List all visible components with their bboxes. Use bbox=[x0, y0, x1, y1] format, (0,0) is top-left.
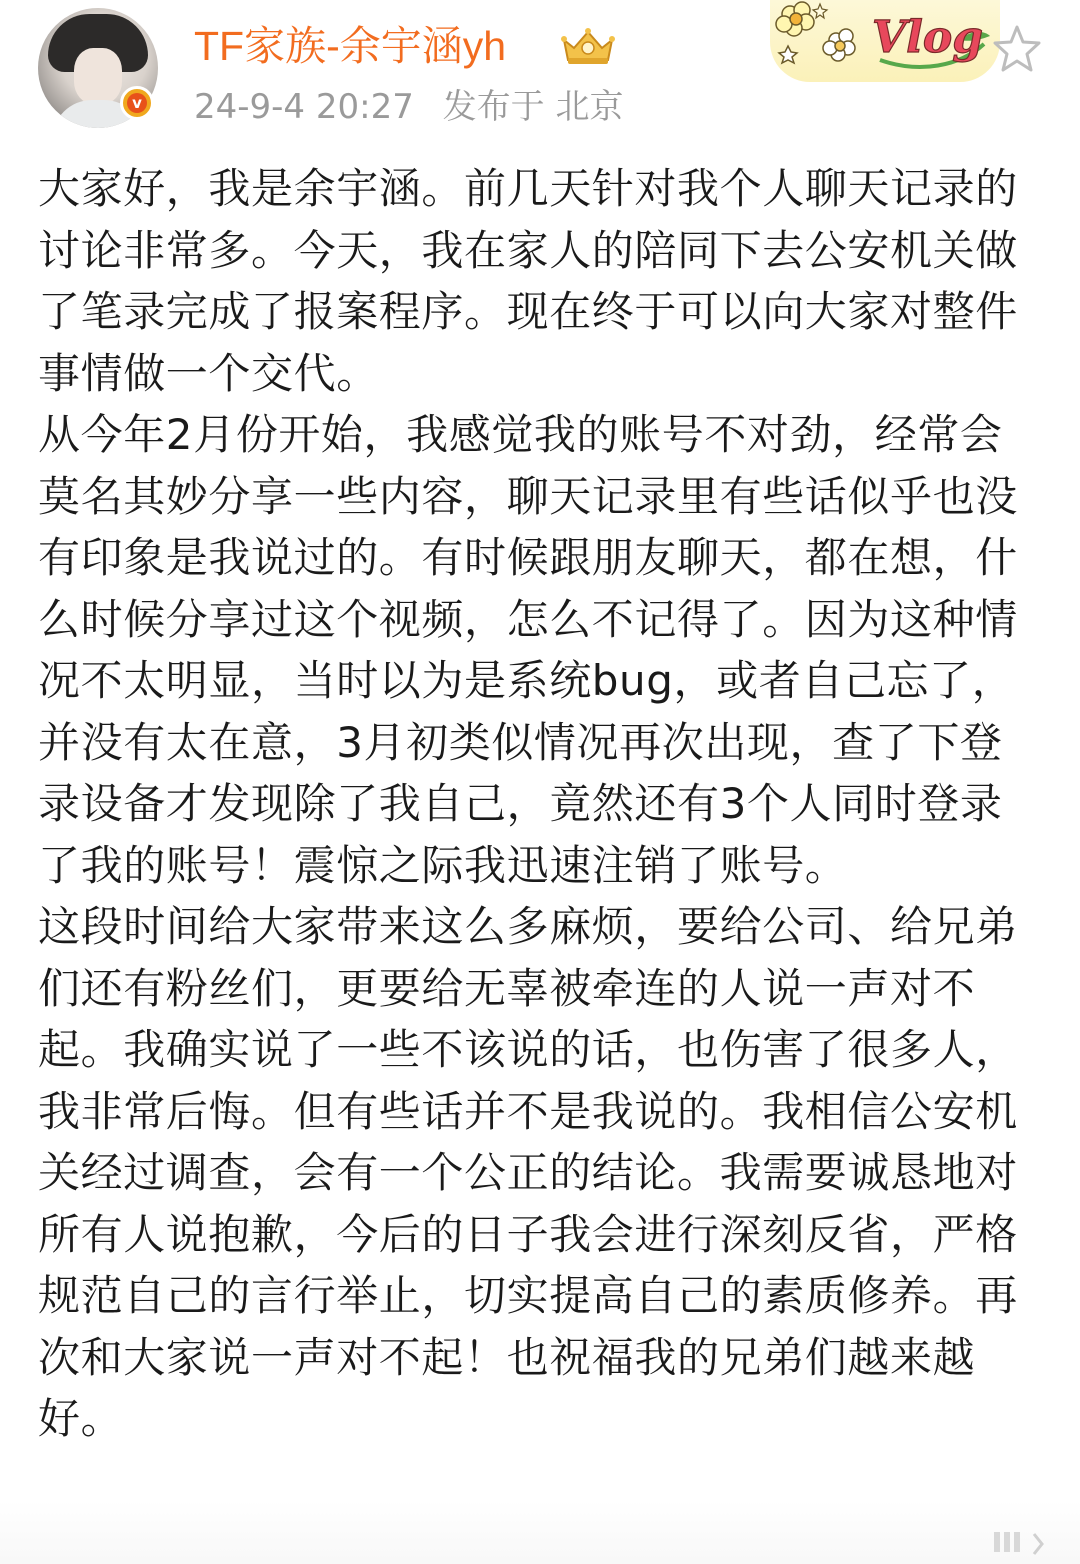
author-name[interactable]: TF家族-余宇涵yh bbox=[194, 23, 507, 69]
footer-shade bbox=[0, 1500, 1080, 1564]
post-paragraph: 从今年2月份开始，我感觉我的账号不对劲，经常会莫名其妙分享一些内容，聊天记录里有些话似乎也没有印象是我说过的。有时候跟朋友聊天，都在想，什么时候分享过这个视频，怎么不记得了。因为这种情况不太明显，当时以为是系统bug，或者自己忘了，并没有太在意，3月初类似情况再次出现，查了下登录设备才发现除了我自己，竟然还有3个人同时登录了我的账号！震惊之际我迅速注销了账号。 bbox=[38, 410, 1018, 890]
post-location: 发布于 北京 bbox=[442, 87, 624, 127]
post-body bbox=[38, 158, 1038, 1450]
star-outline-icon[interactable] bbox=[990, 22, 1044, 76]
svg-text:Vlog: Vlog bbox=[872, 12, 983, 63]
post-header bbox=[0, 0, 1080, 140]
vlog-sticker bbox=[770, 0, 1000, 82]
post-meta bbox=[194, 84, 641, 130]
post-paragraph: 大家好，我是余宇涵。前几天针对我个人聊天记录的讨论非常多。今天，我在家人的陪同下去公安机关做了笔录完成了报案程序。现在终于可以向大家对整件事情做一个交代。 bbox=[38, 164, 1018, 398]
post-timestamp: 24-9-4 20:27 bbox=[194, 87, 414, 127]
crown-badge-icon bbox=[560, 26, 616, 66]
vlog-lettering bbox=[770, 0, 1000, 82]
avatar-face bbox=[74, 48, 122, 104]
watermark-icon bbox=[990, 1520, 1070, 1560]
post-paragraph: 这段时间给大家带来这么多麻烦，要给公司、给兄弟们还有粉丝们，更要给无辜被牵连的人说一声对不起。我确实说了一些不该说的话，也伤害了很多人，我非常后悔。但有些话并不是我说的。我相信公安机关经过调查，会有一个公正的结论。我需要诚恳地对所有人说抱歉，今后的日子我会进行深刻反省，严格规范自己的言行举止，切实提高自己的素质修养。再次和大家说一声对不起！也祝福我的兄弟们越来越好。 bbox=[38, 902, 1018, 1443]
verified-v-icon: v bbox=[120, 86, 154, 120]
